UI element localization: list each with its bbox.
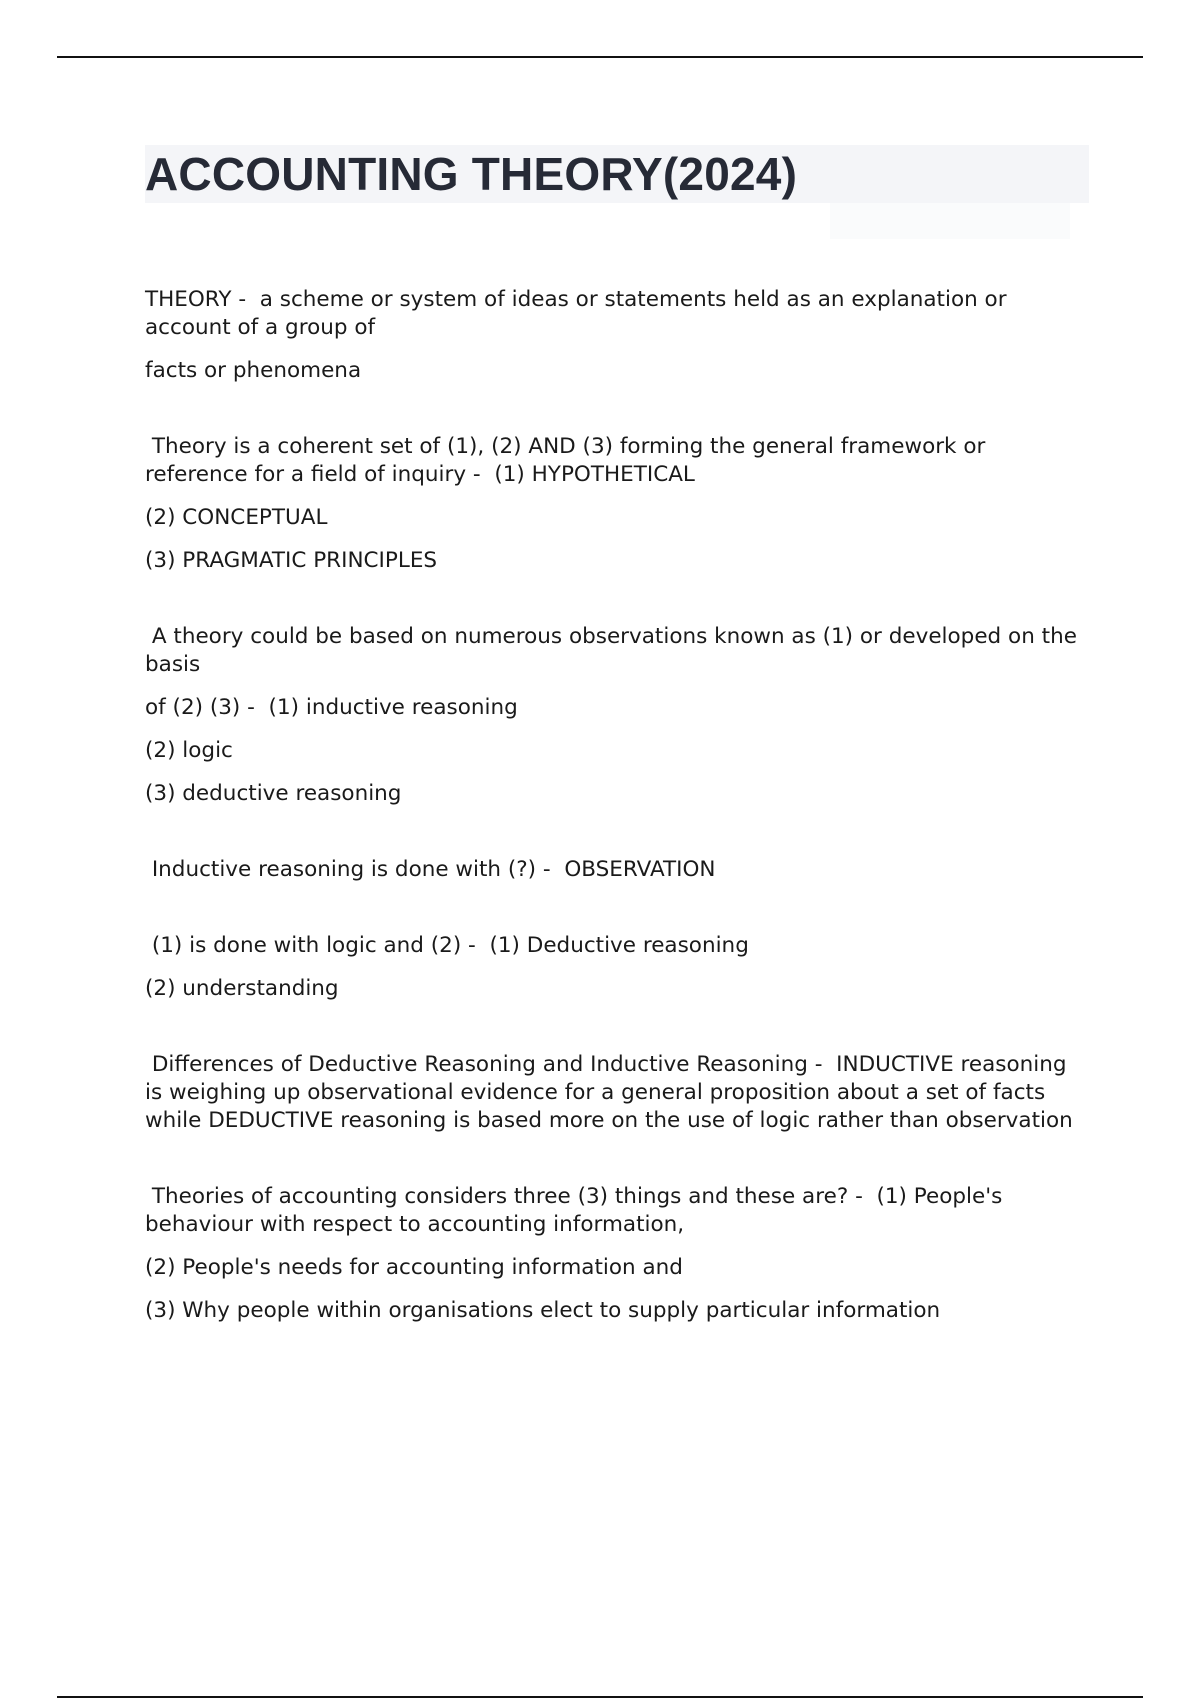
qa-entry (145, 932, 1080, 1003)
entry-line: of (2) (3) - (1) inductive reasoning (145, 695, 518, 720)
entry-line: (1) is done with logic and (2) - (1) Deductive reasoning (145, 933, 749, 958)
qa-entry (145, 433, 1080, 575)
title-highlight-shadow (830, 203, 1070, 239)
entry-line: (3) Why people within organisations elect to supply particular information (145, 1298, 941, 1323)
qa-entry (145, 623, 1084, 808)
qa-entry (145, 856, 1080, 884)
entry-line: (2) CONCEPTUAL (145, 505, 328, 530)
entry-line: (2) People's needs for accounting information and (145, 1255, 683, 1280)
entry-line: THEORY - a scheme or system of ideas or statements held as an explanation or account of a group of (145, 287, 1014, 340)
top-divider (57, 56, 1143, 58)
entry-line: (2) logic (145, 738, 233, 763)
qa-entry (145, 286, 1080, 385)
entry-line: Differences of Deductive Reasoning and Inductive Reasoning - INDUCTIVE reasoning is weighing up observational evidence for a general proposition about a set of facts while DEDUCTIVE reasoning is based more on the use of logic rather than observation (145, 1052, 1074, 1133)
entry-line: A theory could be based on numerous observations known as (1) or developed on the basis (145, 624, 1084, 677)
entry-line: (3) PRAGMATIC PRINCIPLES (145, 548, 438, 573)
document-title: ACCOUNTING THEORY(2024) (145, 148, 798, 200)
entry-line: Inductive reasoning is done with (?) - OBSERVATION (145, 857, 716, 882)
entry-line: Theories of accounting considers three (3) things and these are? - (1) People's behaviour with respect to accounting information, (145, 1184, 1010, 1237)
qa-entry (145, 1183, 1080, 1325)
entry-line: Theory is a coherent set of (1), (2) AND (3) forming the general framework or reference for a field of inquiry - (1) HYPOTHETICAL (145, 434, 993, 487)
entry-line: (2) understanding (145, 976, 339, 1001)
entry-line: (3) deductive reasoning (145, 781, 402, 806)
bottom-divider (57, 1696, 1143, 1698)
qa-entry (145, 1051, 1080, 1135)
entry-line: facts or phenomena (145, 358, 362, 383)
document-body (145, 286, 1084, 1373)
